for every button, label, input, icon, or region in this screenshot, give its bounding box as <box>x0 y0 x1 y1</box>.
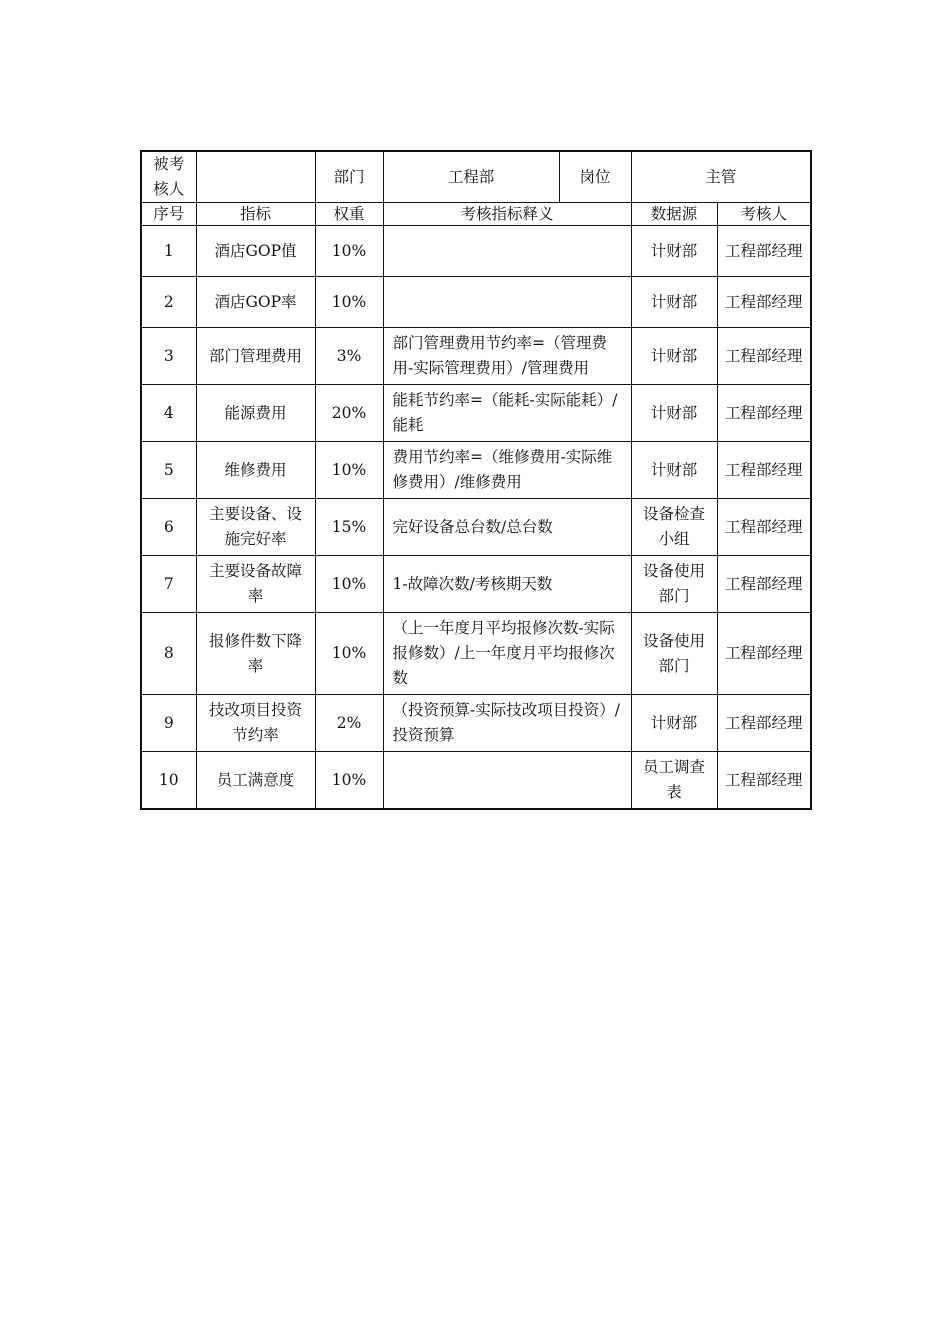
row-source: 计财部 <box>631 385 717 442</box>
row-indicator: 主要设备、设施完好率 <box>196 499 315 556</box>
row-assessor: 工程部经理 <box>717 556 811 613</box>
column-header-row <box>141 203 811 226</box>
row-weight: 10% <box>315 556 383 613</box>
col-source-header: 数据源 <box>631 203 717 226</box>
row-weight: 3% <box>315 328 383 385</box>
row-definition: 能耗节约率=（能耗-实际能耗）/能耗 <box>383 385 631 442</box>
row-no: 9 <box>141 695 196 752</box>
row-assessor: 工程部经理 <box>717 385 811 442</box>
row-definition: （上一年度月平均报修次数-实际报修数）/上一年度月平均报修次数 <box>383 613 631 695</box>
row-weight: 10% <box>315 442 383 499</box>
row-no: 6 <box>141 499 196 556</box>
col-no-header: 序号 <box>141 203 196 226</box>
row-source: 计财部 <box>631 328 717 385</box>
col-assessor-header: 考核人 <box>717 203 811 226</box>
row-source: 计财部 <box>631 442 717 499</box>
row-assessor: 工程部经理 <box>717 442 811 499</box>
row-definition: 费用节约率=（维修费用-实际维修费用）/维修费用 <box>383 442 631 499</box>
row-assessor: 工程部经理 <box>717 277 811 328</box>
row-definition: 部门管理费用节约率=（管理费用-实际管理费用）/管理费用 <box>383 328 631 385</box>
row-weight: 10% <box>315 613 383 695</box>
row-source: 计财部 <box>631 277 717 328</box>
position-value: 主管 <box>631 151 811 203</box>
row-assessor: 工程部经理 <box>717 499 811 556</box>
row-assessor: 工程部经理 <box>717 695 811 752</box>
row-definition: （投资预算-实际技改项目投资）/投资预算 <box>383 695 631 752</box>
row-weight: 2% <box>315 695 383 752</box>
row-indicator: 酒店GOP值 <box>196 226 315 277</box>
col-definition-header: 考核指标释义 <box>383 203 631 226</box>
row-no: 7 <box>141 556 196 613</box>
row-source: 设备检查小组 <box>631 499 717 556</box>
kpi-sheet <box>140 150 810 810</box>
row-definition <box>383 226 631 277</box>
row-indicator: 员工满意度 <box>196 752 315 810</box>
row-definition <box>383 277 631 328</box>
row-source: 员工调查表 <box>631 752 717 810</box>
row-assessor: 工程部经理 <box>717 226 811 277</box>
row-indicator: 报修件数下降率 <box>196 613 315 695</box>
table-row <box>141 499 811 556</box>
row-source: 计财部 <box>631 695 717 752</box>
row-source: 计财部 <box>631 226 717 277</box>
row-weight: 15% <box>315 499 383 556</box>
row-no: 1 <box>141 226 196 277</box>
row-indicator: 能源费用 <box>196 385 315 442</box>
row-source: 设备使用部门 <box>631 556 717 613</box>
row-indicator: 酒店GOP率 <box>196 277 315 328</box>
assessee-label: 被考核人 <box>141 151 196 203</box>
assessee-value <box>196 151 315 203</box>
table-row <box>141 613 811 695</box>
row-indicator: 维修费用 <box>196 442 315 499</box>
table-row <box>141 385 811 442</box>
table-row <box>141 752 811 810</box>
row-definition: 1-故障次数/考核期天数 <box>383 556 631 613</box>
row-assessor: 工程部经理 <box>717 752 811 810</box>
dept-label: 部门 <box>315 151 383 203</box>
table-row <box>141 328 811 385</box>
header-row <box>141 151 811 203</box>
row-weight: 10% <box>315 752 383 810</box>
row-indicator: 部门管理费用 <box>196 328 315 385</box>
row-no: 3 <box>141 328 196 385</box>
row-weight: 10% <box>315 226 383 277</box>
col-weight-header: 权重 <box>315 203 383 226</box>
row-no: 10 <box>141 752 196 810</box>
row-indicator: 主要设备故障率 <box>196 556 315 613</box>
dept-value: 工程部 <box>383 151 559 203</box>
row-source: 设备使用部门 <box>631 613 717 695</box>
kpi-table <box>140 150 812 810</box>
table-row <box>141 226 811 277</box>
row-definition: 完好设备总台数/总台数 <box>383 499 631 556</box>
row-no: 8 <box>141 613 196 695</box>
table-row <box>141 277 811 328</box>
row-no: 2 <box>141 277 196 328</box>
position-label: 岗位 <box>559 151 631 203</box>
row-assessor: 工程部经理 <box>717 613 811 695</box>
row-weight: 20% <box>315 385 383 442</box>
table-row <box>141 695 811 752</box>
row-weight: 10% <box>315 277 383 328</box>
row-no: 4 <box>141 385 196 442</box>
table-row <box>141 556 811 613</box>
row-definition <box>383 752 631 810</box>
table-row <box>141 442 811 499</box>
row-indicator: 技改项目投资节约率 <box>196 695 315 752</box>
row-assessor: 工程部经理 <box>717 328 811 385</box>
col-indicator-header: 指标 <box>196 203 315 226</box>
row-no: 5 <box>141 442 196 499</box>
